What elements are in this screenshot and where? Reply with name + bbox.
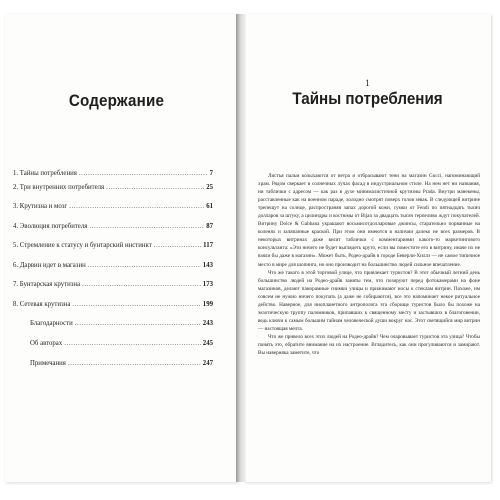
toc-entry-page: 87 <box>206 223 213 230</box>
toc-entry[interactable] <box>13 242 213 249</box>
toc-leader-dots <box>75 320 201 327</box>
body-paragraph: Листья пальм колыхаются от ветра и отбрасывают тени на магазин Gucci, напоминающий храм. Рядом сверкает в солнечных лучах фасад в индустриальном стиле. На нем нет ни названия, ни таблички с адресом — как раз в духе минималистичной крутизны Prada. Внутри манекены, расставленные как на военном параде, холодно смотрят поверх голов зевак. В следующей витрине трепещут на солнце, распространяя запах дорогой кожи, сумки от Fendi по пятнадцать тысяч долларов за штуку, а цилиндры и костюмы от Bijan за двадцать тысяч терпеливо ждут покупателей. Витрину Dolce & Gabbana украшают восьмисотдолларовые джинсы, старательно порванные на коленях и заляпанные краской. При этом они имеются в наличии далеко не всех размеров. В некоторых витринах даже висят таблички с комментариями какого-то маркетингового консультанта: «Эти ничего не будет выглядеть круто, если вы поместите его в витрину, иначе их не взяли бы даже в магазин». Может быть, Родео-драйв в городе Беверли-Хиллз — не самое типичное место в мире для шопинга, но оно производит на большинство людей сильное впечатление. <box>258 173 480 268</box>
toc-entry-page: 245 <box>202 340 213 347</box>
toc-leader-dots <box>64 340 201 347</box>
toc-entry[interactable] <box>13 203 213 210</box>
toc-leader-dots <box>68 360 201 367</box>
toc-entry-label: 1. Тайны потребления <box>13 170 77 177</box>
toc-leader-dots <box>88 262 201 269</box>
toc-entry[interactable] <box>30 320 213 327</box>
toc-entry[interactable] <box>13 170 213 177</box>
toc-entry-label: 4. Эволюция потребителя <box>13 223 88 230</box>
toc-entry-page: 199 <box>202 301 213 308</box>
toc-entry-label: 8. Сетевая крутизна <box>13 301 71 308</box>
toc-entry-page: 25 <box>206 184 213 191</box>
toc-entry-page: 117 <box>203 242 213 249</box>
toc-entry[interactable] <box>13 301 213 308</box>
toc-entry-label: 2. Три внутренних потребителя <box>13 184 105 191</box>
toc-entry-label: 6. Дарвин идет в магазин <box>13 262 86 269</box>
toc-entry-page: 143 <box>202 262 213 269</box>
toc-entry-page: 173 <box>202 281 213 288</box>
toc-entry-label: Примечания <box>30 360 66 367</box>
body-paragraph: Что же такого в этой торговой улице, что привлекает туристов? В этот обычный летний день большинство людей на Родео-драйв заняты тем, что позируют перед фотокамерами на фоне магазинов, делают панорамные снимки улицы и прижимают носы к стеклам витрин. Похоже, им совсем не нужно ничего покупать (а даже не собираются), все это напоминает некое ритуальное действо. Наверное, для инопланетного антрополога эта сборище туристов было бы похоже на экзотическую группу паломников, припавших к священному месту и застывших в благоговении, ведь ключи к самым большим тайнам человеческой души вокруг нас. Этот светящийся мир витрин — настоящая мечта. <box>258 269 480 332</box>
toc-entry[interactable] <box>30 360 213 367</box>
toc-leader-dots <box>106 184 204 191</box>
toc-entry[interactable] <box>13 223 213 230</box>
toc-leader-dots <box>154 242 201 249</box>
toc-entry-page: 247 <box>202 360 213 367</box>
toc-leader-dots <box>72 301 200 308</box>
toc-entry-label: 5. Стремление к статусу и бунтарский инстинкт <box>13 242 152 249</box>
body-paragraph: Что же привело всех этих людей на Родео-драйв? Чем очаровывает туристов эта улица? Чтобы понять это, обратите внимание на их настроение. Вглядитесь, как они прогуливаются и замирают. Вы наверняка заметите, что <box>258 333 480 357</box>
toc-leader-dots <box>79 170 208 177</box>
toc-title: Содержание <box>68 92 165 110</box>
toc-entry-label: 3. Крутизна и мозг <box>13 203 68 210</box>
toc-leader-dots <box>82 281 201 288</box>
chapter-number: 1 <box>365 78 370 88</box>
toc-entry-label: Благодарности <box>30 320 73 327</box>
toc-entry[interactable] <box>13 262 213 269</box>
toc-leader-dots <box>69 203 204 210</box>
toc-entry-page: 7 <box>209 170 213 177</box>
toc-entry-label: 7. Бунтарская крутизна <box>13 281 81 288</box>
chapter-title: Тайны потребления <box>292 90 443 108</box>
chapter-body <box>258 172 480 357</box>
toc-entry[interactable] <box>30 340 213 347</box>
toc-entry-page: 61 <box>206 203 213 210</box>
toc-leader-dots <box>89 223 204 230</box>
toc-entry[interactable] <box>13 281 213 288</box>
toc-entry-label: Об авторах <box>30 340 63 347</box>
toc-entry-page: 243 <box>202 320 213 327</box>
toc-entry[interactable] <box>13 184 213 191</box>
